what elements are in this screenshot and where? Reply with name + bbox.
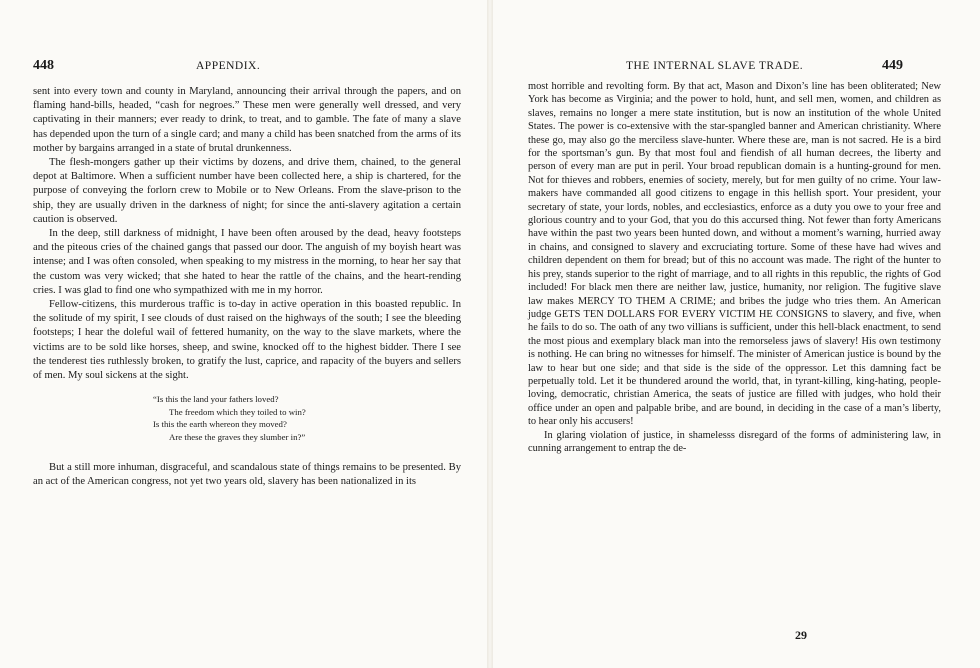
left-paragraph-1: sent into every town and county in Maryland, announcing their arrival through the papers, and on flaming hand-bills, headed, “cash for negroes.” These men were generally well dressed, and very captivating in their manners; ever ready to drink, to treat, and to gamble. The fate of many a slave has depended upon the turn of a single card; and many a child has been snatched from the arms of its mother by bargains arranged in a state of brutal drunkenness. [33,86,461,154]
running-head-right: THE INTERNAL SLAVE TRADE. [626,60,804,72]
running-head-left: APPENDIX. [196,60,261,72]
left-body-text [33,85,461,490]
right-page [490,0,980,668]
page-number-left: 448 [33,58,54,73]
poem-line-4: Are these the graves they slumber in?” [169,431,306,442]
left-paragraph-2: The flesh-mongers gather up their victims by dozens, and drive them, chained, to the general depot at Baltimore. When a sufficient number have been collected here, a ship is chartered, for the purpose of conveying the forlorn crew to Mobile or to New Orleans. From the slave-prison to the ship, they are usually driven in the darkness of night; for since the anti-slavery agitation a certain caution is observed. [33,157,461,225]
left-closing-paragraph: But a still more inhuman, disgraceful, and scandalous state of things remains to be presented. By an act of the American congress, not yet two years old, slavery has been nationalized in its [33,462,461,488]
left-paragraph-3: In the deep, still darkness of midnight, I have been often aroused by the dead, heavy footsteps and the piteous cries of the chained gangs that passed our door. The anguish of my boyish heart was intense; and I was often consoled, when speaking to my mistress in the morning, to hear her say that the custom was very wicked; that she hated to hear the rattle of the chains, and the heart-rending cries. I was glad to find one who sympathized with me in my horror. [33,228,461,296]
poem-line-1: “Is this the land your fathers loved? [153,394,279,405]
right-body-text [528,80,941,455]
right-paragraph-2: In glaring violation of justice, in shamelesss disregard of the forms of administering law, in cunning arrangement to entrap the de- [528,429,941,454]
poem-line-2: The freedom which they toiled to win? [169,406,306,417]
poem-quotation [153,393,461,443]
poem-line-3: Is this the earth whereon they moved? [153,419,287,430]
left-paragraph-4: Fellow-citizens, this murderous traffic is to-day in active operation in this boasted republic. In the solitude of my spirit, I see clouds of dust raised on the highways of the south; I see the bleeding footsteps; I hear the doleful wail of fettered humanity, on the way to the slave markets, where the victims are to be sold like horses, sheep, and swine, knocked off to the highest bidder. There I see the tenderest ties ruthlessly broken, to gratify the lust, caprice, and rapacity of the buyers and sellers of men. My soul sickens at the sight. [33,299,461,382]
signature-mark: 29 [795,628,807,642]
right-paragraph-1: most horrible and revolting form. By that act, Mason and Dixon’s line has been obliterated; New York has become as Virginia; and the power to hold, hunt, and sell men, women, and children as slaves, remains no longer a mere state institution, but is now an institution of the whole United States. The power is co-extensive with the star-spangled banner and American christianity. Where these go, may also go the merciless slave-hunter. Where these are, man is not sacred. He is a bird for the sportsman’s gun. By that most foul and fiendish of all human decrees, the liberty and person of every man are put in peril. Your broad republican domain is a hunting-ground for men. Not for thieves and robbers, enemies of society, merely, but for men guilty of no crime. Your law-makers have commanded all good citizens to engage in this hellish sport. Your president, your secretary of state, your lords, nobles, and ecclesiastics, enforce as a duty you owe to your free and glorious country and to your God, that you do this accursed thing. Not fewer than forty Americans have within the past two years been hunted down, and without a moment’s warning, hurried away in chains, and consigned to slavery and excruciating torture. Some of these have had wives and children dependent on them for bread; but of this no account was made. The right of the hunter to his prey, stands superior to the right of marriage, and to all rights in this republic, the rights of God included! For black men there are neither law, justice, humanity, nor religion. The fugitive slave law makes MERCY TO THEM A CRIME; and bribes the judge who tries them. An American judge GETS TEN DOLLARS FOR EVERY VICTIM HE CONSIGNS to slavery, and five, when he fails to do so. The oath of any two villians is sufficient, under this hell-black enactment, to send the most pious and exemplary black man into the remorseless jaws of slavery! His own testimony is nothing. He can bring no witnesses for himself. The minister of American justice is bound by the law to hear but one side; and that side is the side of the oppressor. Let this damning fact be perpetually told. Let it be thundered around the world, that, in tyrant-killing, king-hating, people-loving, democratic, christian America, the seats of justice are filled with judges, who hold their office under an open and palpable bribe, and are bound, in deciding in the case of a man’s liberty, to hear only his accusers! [528,81,941,428]
page-number-right: 449 [882,58,903,73]
